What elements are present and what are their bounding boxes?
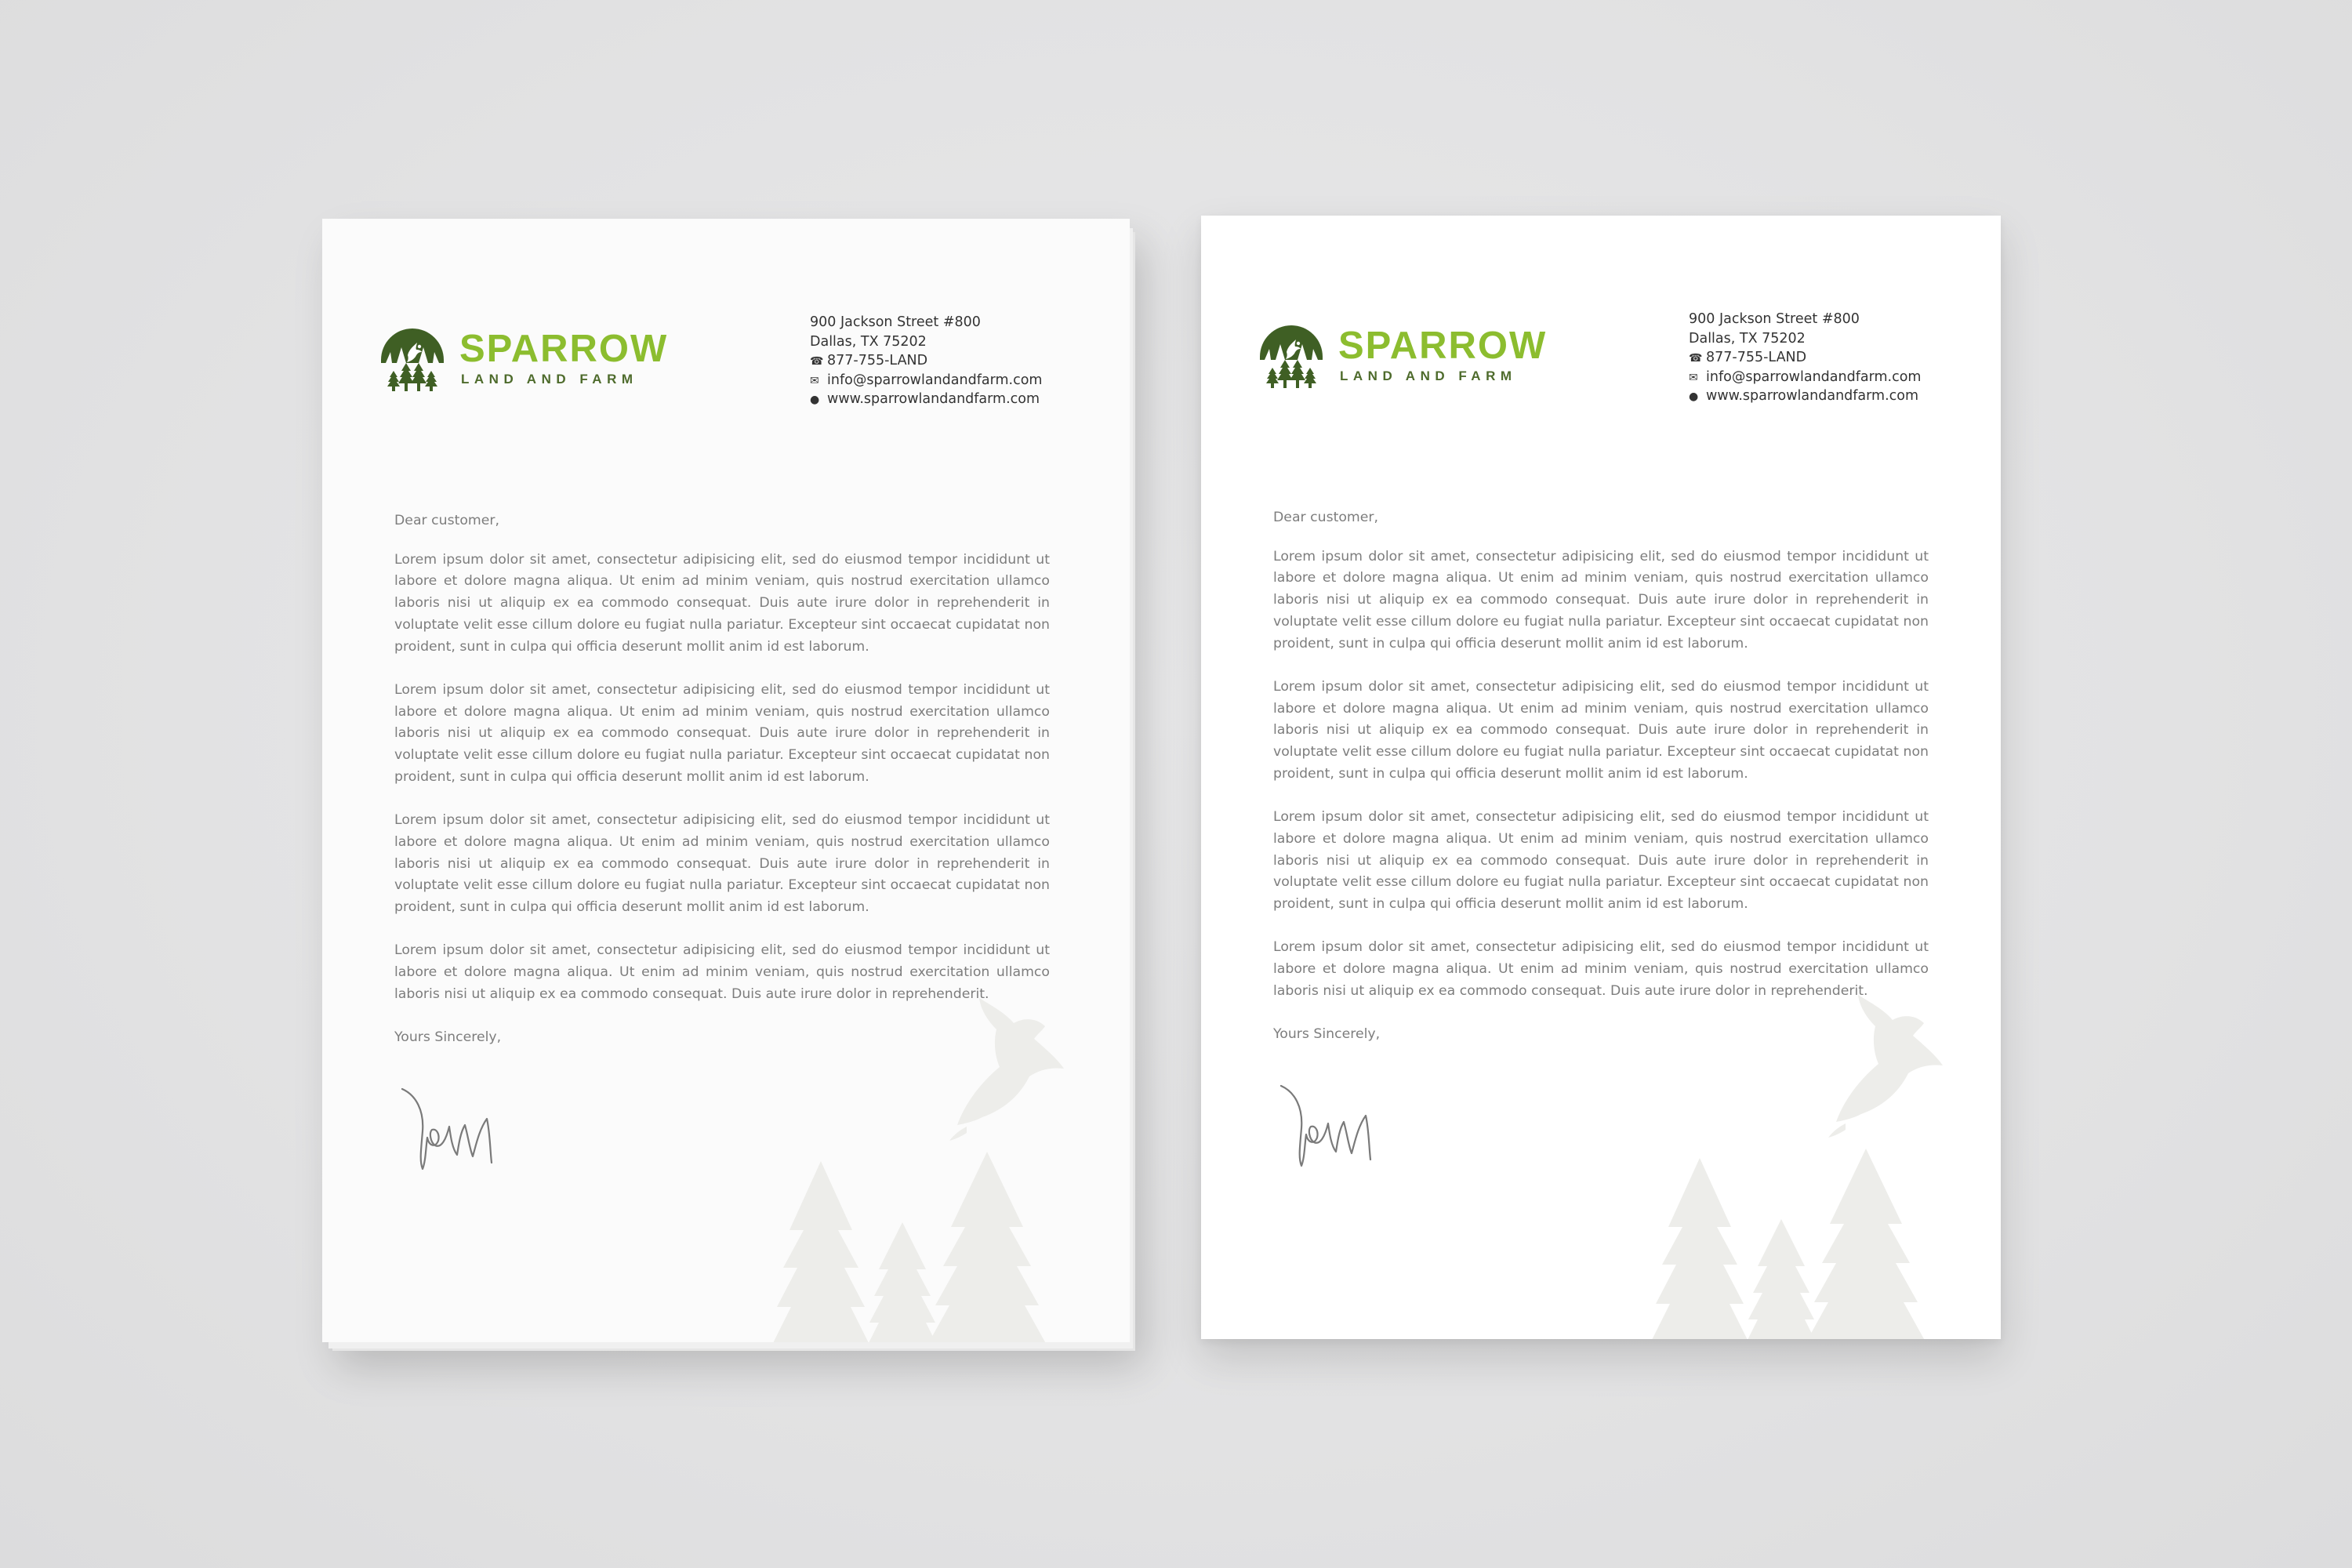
phone-number: 877-755-LAND [1706, 350, 1807, 365]
letter-paragraph: Lorem ipsum dolor sit amet, consectetur adipisicing elit, sed do eiusmod tempor incididunt ut labore et dolore magna aliqua. Ut enim ad minim veniam, quis nostrud exercitation ullamco laboris nisi ut aliquip ex ea commodo consequat. Duis aute irure dolor in reprehenderit in voluptate velit esse cillum dolore eu fugiat nulla pariatur. Excepteur sint occaecat cupidatat non proident, sunt in culpa qui officia deserunt mollit anim id est laborum. [394, 551, 1050, 655]
letter-greeting: Dear customer, [394, 513, 499, 528]
letterhead-sheet-left [322, 219, 1130, 1342]
contact-block [810, 313, 1042, 409]
letter-paragraph: Lorem ipsum dolor sit amet, consectetur adipisicing elit, sed do eiusmod tempor incididunt ut labore et dolore magna aliqua. Ut enim ad minim veniam, quis nostrud exercitation ullamco laboris nisi ut aliquip ex ea commodo consequat. Duis aute irure dolor in reprehenderit. [394, 942, 1050, 1002]
brand-name: SPARROW [459, 328, 669, 370]
letter-paragraph: Lorem ipsum dolor sit amet, consectetur adipisicing elit, sed do eiusmod tempor incididunt ut labore et dolore magna aliqua. Ut enim ad minim veniam, quis nostrud exercitation ullamco laboris nisi ut aliquip ex ea commodo consequat. Duis aute irure dolor in reprehenderit in voluptate velit esse cillum dolore eu fugiat nulla pariatur. Excepteur sint occaecat cupidatat non proident, sunt in culpa qui officia deserunt mollit anim id est laborum. [1273, 809, 1929, 912]
globe-icon: ● [1689, 390, 1699, 403]
phone-icon: ☎ [1689, 352, 1703, 365]
letter-paragraph: Lorem ipsum dolor sit amet, consectetur adipisicing elit, sed do eiusmod tempor incididunt ut labore et dolore magna aliqua. Ut enim ad minim veniam, quis nostrud exercitation ullamco laboris nisi ut aliquip ex ea commodo consequat. Duis aute irure dolor in reprehenderit in voluptate velit esse cillum dolore eu fugiat nulla pariatur. Excepteur sint occaecat cupidatat non proident, sunt in culpa qui officia deserunt mollit anim id est laborum. [1273, 678, 1929, 782]
letterhead-sheet-right [1201, 216, 2001, 1339]
address-line-2: Dallas, TX 75202 [810, 333, 927, 350]
phone-number: 877-755-LAND [827, 353, 928, 368]
tree-and-bird-watermark [730, 995, 1130, 1342]
sparrow-logo-icon [1260, 325, 1323, 388]
signature [394, 1073, 504, 1183]
globe-icon: ● [810, 394, 820, 406]
brand-tagline: LAND AND FARM [1340, 368, 1517, 383]
letter-body [1273, 507, 1929, 1068]
letter-closing: Yours Sincerely, [1273, 1026, 1381, 1043]
email-address: info@sparrowlandandfarm.com [1706, 368, 1922, 385]
phone-icon: ☎ [810, 355, 824, 368]
letter-paragraph: Lorem ipsum dolor sit amet, consectetur adipisicing elit, sed do eiusmod tempor incididunt ut labore et dolore magna aliqua. Ut enim ad minim veniam, quis nostrud exercitation ullamco laboris nisi ut aliquip ex ea commodo consequat. Duis aute irure dolor in reprehenderit in voluptate velit esse cillum dolore eu fugiat nulla pariatur. Excepteur sint occaecat cupidatat non proident, sunt in culpa qui officia deserunt mollit anim id est laborum. [1273, 548, 1929, 652]
signature [1273, 1070, 1383, 1180]
address-line-1: 900 Jackson Street #800 [1689, 311, 1860, 327]
letter-paragraph: Lorem ipsum dolor sit amet, consectetur adipisicing elit, sed do eiusmod tempor incididunt ut labore et dolore magna aliqua. Ut enim ad minim veniam, quis nostrud exercitation ullamco laboris nisi ut aliquip ex ea commodo consequat. Duis aute irure dolor in reprehenderit. [1273, 939, 1929, 999]
brand-name: SPARROW [1338, 325, 1548, 367]
tree-and-bird-watermark [1609, 992, 2001, 1339]
brand-logo [1260, 325, 1589, 388]
address-line-2: Dallas, TX 75202 [1689, 330, 1806, 347]
website-url: www.sparrowlandandfarm.com [827, 391, 1040, 407]
contact-block [1689, 310, 1921, 406]
website-url: www.sparrowlandandfarm.com [1706, 388, 1919, 404]
envelope-icon: ✉ [1689, 371, 1698, 384]
letter-greeting: Dear customer, [1273, 510, 1378, 525]
envelope-icon: ✉ [810, 374, 819, 387]
letter-paragraph: Lorem ipsum dolor sit amet, consectetur adipisicing elit, sed do eiusmod tempor incididunt ut labore et dolore magna aliqua. Ut enim ad minim veniam, quis nostrud exercitation ullamco laboris nisi ut aliquip ex ea commodo consequat. Duis aute irure dolor in reprehenderit in voluptate velit esse cillum dolore eu fugiat nulla pariatur. Excepteur sint occaecat cupidatat non proident, sunt in culpa qui officia deserunt mollit anim id est laborum. [394, 681, 1050, 785]
sparrow-logo-icon [381, 328, 444, 391]
letter-paragraph: Lorem ipsum dolor sit amet, consectetur adipisicing elit, sed do eiusmod tempor incididunt ut labore et dolore magna aliqua. Ut enim ad minim veniam, quis nostrud exercitation ullamco laboris nisi ut aliquip ex ea commodo consequat. Duis aute irure dolor in reprehenderit in voluptate velit esse cillum dolore eu fugiat nulla pariatur. Excepteur sint occaecat cupidatat non proident, sunt in culpa qui officia deserunt mollit anim id est laborum. [394, 812, 1050, 915]
letter-body [394, 510, 1050, 1071]
email-address: info@sparrowlandandfarm.com [827, 372, 1043, 388]
address-line-1: 900 Jackson Street #800 [810, 314, 981, 330]
brand-tagline: LAND AND FARM [461, 372, 638, 387]
brand-logo [381, 328, 710, 391]
letter-closing: Yours Sincerely, [394, 1029, 502, 1046]
